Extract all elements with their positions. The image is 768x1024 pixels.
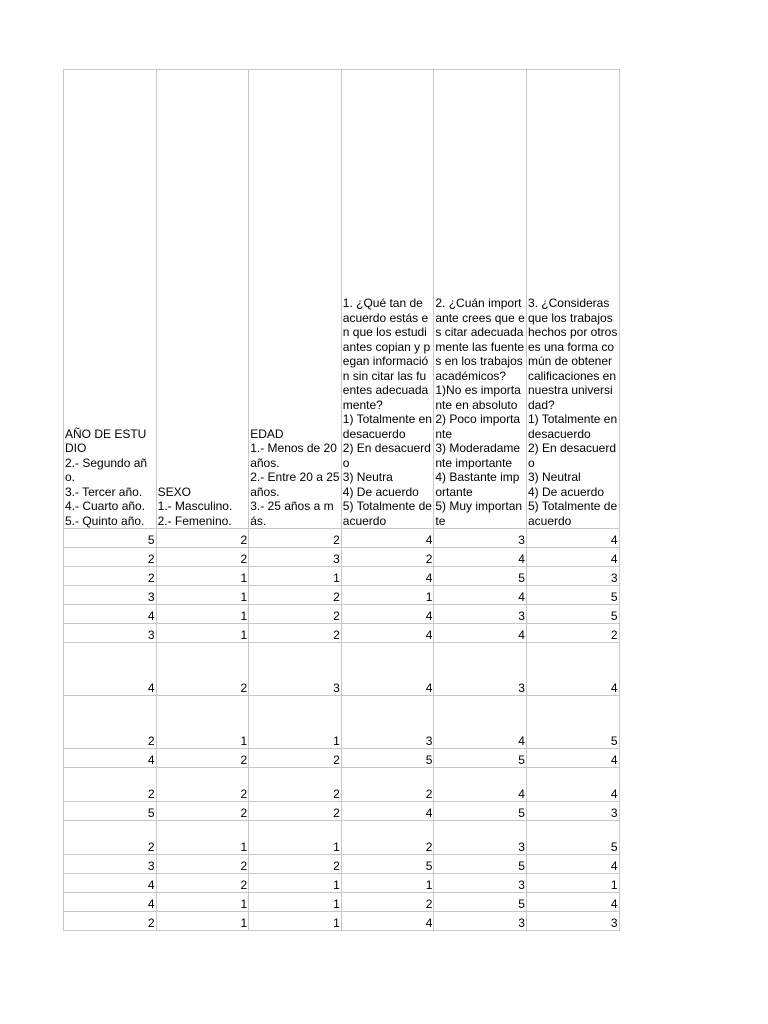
- cell-anio-estudio[interactable]: 2: [64, 696, 157, 749]
- table-row: [64, 548, 620, 567]
- cell-edad[interactable]: 2: [249, 802, 342, 821]
- header-pregunta-1[interactable]: 1. ¿Qué tan de acuerdo estás en que los estudiantes copian y pegan información sin citar las fuentes adecuadamente? 1) Totalmente en desacuerdo 2) En desacuerdo 3) Neutra 4) De acuerdo 5) Totalmente de acuerdo: [341, 70, 434, 529]
- cell-edad[interactable]: 2: [249, 605, 342, 624]
- cell-edad[interactable]: 3: [249, 548, 342, 567]
- table-row: [64, 529, 620, 548]
- cell-sexo[interactable]: 1: [156, 586, 249, 605]
- table-row: [64, 768, 620, 802]
- cell-edad[interactable]: 1: [249, 821, 342, 855]
- cell-sexo[interactable]: 1: [156, 893, 249, 912]
- table-row: [64, 696, 620, 749]
- header-pregunta-2[interactable]: 2. ¿Cuán importante crees que es citar adecuadamente las fuentes en los trabajos académicos? 1)No es importante en absoluto 2) Poco importante 3) Moderadamente importante 4) Bastante importante 5) Muy importante: [434, 70, 527, 529]
- cell-pregunta-3[interactable]: 3: [526, 567, 619, 586]
- cell-pregunta-3[interactable]: 3: [526, 912, 619, 931]
- cell-sexo[interactable]: 1: [156, 696, 249, 749]
- cell-pregunta-2[interactable]: 3: [434, 643, 527, 696]
- cell-pregunta-1[interactable]: 1: [341, 874, 434, 893]
- cell-anio-estudio[interactable]: 5: [64, 529, 157, 548]
- survey-data-table: [63, 69, 620, 931]
- cell-anio-estudio[interactable]: 2: [64, 768, 157, 802]
- cell-anio-estudio[interactable]: 2: [64, 548, 157, 567]
- cell-sexo[interactable]: 2: [156, 749, 249, 768]
- cell-pregunta-3[interactable]: 4: [526, 893, 619, 912]
- cell-anio-estudio[interactable]: 4: [64, 749, 157, 768]
- cell-anio-estudio[interactable]: 2: [64, 567, 157, 586]
- cell-anio-estudio[interactable]: 3: [64, 586, 157, 605]
- cell-edad[interactable]: 3: [249, 643, 342, 696]
- table-row: [64, 567, 620, 586]
- cell-sexo[interactable]: 1: [156, 624, 249, 643]
- cell-edad[interactable]: 2: [249, 586, 342, 605]
- cell-pregunta-1[interactable]: 2: [341, 821, 434, 855]
- cell-edad[interactable]: 2: [249, 749, 342, 768]
- cell-pregunta-3[interactable]: 3: [526, 802, 619, 821]
- cell-pregunta-1[interactable]: 5: [341, 749, 434, 768]
- cell-anio-estudio[interactable]: 4: [64, 643, 157, 696]
- table-row: [64, 802, 620, 821]
- cell-pregunta-1[interactable]: 4: [341, 912, 434, 931]
- table-row: [64, 624, 620, 643]
- cell-sexo[interactable]: 2: [156, 768, 249, 802]
- cell-anio-estudio[interactable]: 2: [64, 912, 157, 931]
- cell-edad[interactable]: 2: [249, 624, 342, 643]
- table-row: [64, 912, 620, 931]
- cell-pregunta-2[interactable]: 4: [434, 586, 527, 605]
- cell-anio-estudio[interactable]: 5: [64, 802, 157, 821]
- cell-pregunta-1[interactable]: 4: [341, 567, 434, 586]
- cell-pregunta-2[interactable]: 4: [434, 548, 527, 567]
- table-row: [64, 855, 620, 874]
- cell-pregunta-1[interactable]: 4: [341, 605, 434, 624]
- cell-pregunta-1[interactable]: 4: [341, 529, 434, 548]
- cell-pregunta-2[interactable]: 3: [434, 912, 527, 931]
- cell-pregunta-1[interactable]: 1: [341, 586, 434, 605]
- cell-anio-estudio[interactable]: 4: [64, 893, 157, 912]
- cell-pregunta-2[interactable]: 4: [434, 696, 527, 749]
- cell-sexo[interactable]: 2: [156, 529, 249, 548]
- cell-sexo[interactable]: 2: [156, 874, 249, 893]
- cell-sexo[interactable]: 1: [156, 912, 249, 931]
- cell-pregunta-3[interactable]: 5: [526, 821, 619, 855]
- cell-pregunta-3[interactable]: 4: [526, 529, 619, 548]
- cell-pregunta-2[interactable]: 3: [434, 821, 527, 855]
- header-sexo[interactable]: SEXO 1.- Masculino. 2.- Femenino.: [156, 70, 249, 529]
- cell-anio-estudio[interactable]: 3: [64, 855, 157, 874]
- cell-pregunta-2[interactable]: 5: [434, 567, 527, 586]
- cell-pregunta-2[interactable]: 5: [434, 855, 527, 874]
- table-row: [64, 605, 620, 624]
- cell-pregunta-1[interactable]: 4: [341, 624, 434, 643]
- cell-anio-estudio[interactable]: 4: [64, 605, 157, 624]
- cell-sexo[interactable]: 2: [156, 643, 249, 696]
- cell-pregunta-1[interactable]: 4: [341, 802, 434, 821]
- cell-pregunta-2[interactable]: 4: [434, 768, 527, 802]
- cell-pregunta-3[interactable]: 4: [526, 548, 619, 567]
- cell-pregunta-1[interactable]: 2: [341, 768, 434, 802]
- cell-sexo[interactable]: 2: [156, 548, 249, 567]
- cell-pregunta-2[interactable]: 5: [434, 893, 527, 912]
- cell-anio-estudio[interactable]: 4: [64, 874, 157, 893]
- table-row: [64, 821, 620, 855]
- cell-edad[interactable]: 1: [249, 567, 342, 586]
- cell-edad[interactable]: 1: [249, 696, 342, 749]
- cell-pregunta-2[interactable]: 3: [434, 874, 527, 893]
- cell-pregunta-1[interactable]: 2: [341, 548, 434, 567]
- cell-pregunta-3[interactable]: 5: [526, 696, 619, 749]
- header-edad[interactable]: EDAD 1.- Menos de 20 años. 2.- Entre 20 a 25 años. 3.- 25 años a más.: [249, 70, 342, 529]
- cell-pregunta-3[interactable]: 1: [526, 874, 619, 893]
- cell-pregunta-2[interactable]: 4: [434, 624, 527, 643]
- cell-pregunta-2[interactable]: 5: [434, 802, 527, 821]
- table-row: [64, 586, 620, 605]
- table-row: [64, 893, 620, 912]
- cell-pregunta-3[interactable]: 4: [526, 768, 619, 802]
- cell-sexo[interactable]: 2: [156, 855, 249, 874]
- cell-pregunta-1[interactable]: 2: [341, 893, 434, 912]
- cell-edad[interactable]: 2: [249, 768, 342, 802]
- cell-pregunta-3[interactable]: 4: [526, 749, 619, 768]
- header-anio-estudio[interactable]: AÑO DE ESTUDIO 2.- Segundo año. 3.- Tercer año. 4.- Cuarto año. 5.- Quinto año.: [64, 70, 157, 529]
- cell-pregunta-1[interactable]: 5: [341, 855, 434, 874]
- cell-edad[interactable]: 2: [249, 855, 342, 874]
- cell-sexo[interactable]: 1: [156, 821, 249, 855]
- cell-pregunta-1[interactable]: 4: [341, 643, 434, 696]
- table-body: [64, 529, 620, 931]
- cell-edad[interactable]: 2: [249, 529, 342, 548]
- cell-pregunta-2[interactable]: 3: [434, 605, 527, 624]
- table-row: [64, 643, 620, 696]
- cell-edad[interactable]: 1: [249, 874, 342, 893]
- cell-sexo[interactable]: 1: [156, 605, 249, 624]
- cell-pregunta-2[interactable]: 5: [434, 749, 527, 768]
- cell-pregunta-2[interactable]: 3: [434, 529, 527, 548]
- cell-pregunta-3[interactable]: 4: [526, 855, 619, 874]
- cell-pregunta-3[interactable]: 4: [526, 643, 619, 696]
- table-row: [64, 874, 620, 893]
- header-row: [64, 70, 620, 529]
- cell-anio-estudio[interactable]: 2: [64, 821, 157, 855]
- cell-edad[interactable]: 1: [249, 893, 342, 912]
- header-pregunta-3[interactable]: 3. ¿Consideras que los trabajos hechos por otros es una forma común de obtener calificaciones en nuestra universidad? 1) Totalmente en desacuerdo 2) En desacuerdo 3) Neutral 4) De acuerdo 5) Totalmente de acuerdo: [526, 70, 619, 529]
- cell-pregunta-3[interactable]: 5: [526, 605, 619, 624]
- table-row: [64, 749, 620, 768]
- cell-anio-estudio[interactable]: 3: [64, 624, 157, 643]
- cell-sexo[interactable]: 1: [156, 567, 249, 586]
- cell-pregunta-3[interactable]: 5: [526, 586, 619, 605]
- cell-edad[interactable]: 1: [249, 912, 342, 931]
- cell-pregunta-1[interactable]: 3: [341, 696, 434, 749]
- cell-sexo[interactable]: 2: [156, 802, 249, 821]
- cell-pregunta-3[interactable]: 2: [526, 624, 619, 643]
